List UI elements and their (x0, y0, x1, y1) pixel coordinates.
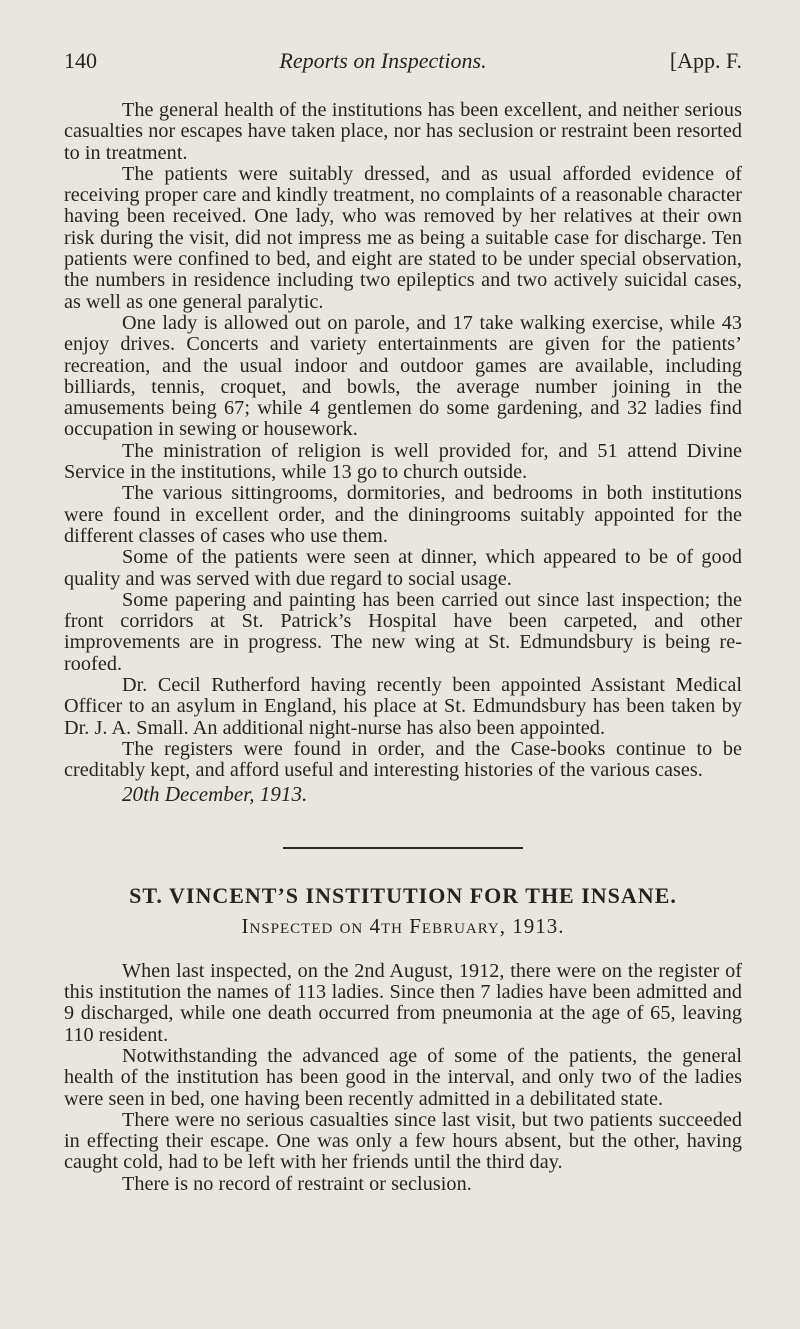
paragraph-papering: Some papering and painting has been carried out since last inspection; the front corridors at St. Patrick’s Hospital have been carpeted, and other improvements are in progress. The new wing at St. Edmundsbury is being re-roofed. (64, 588, 742, 675)
paragraph-registers: The registers were found in order, and the Case-books continue to be creditably kept, and afford useful and interesting histories of the various cases. (64, 737, 742, 782)
paragraph-parole-and-recreation: One lady is allowed out on parole, and 17 take walking exercise, while 43 enjoy drives. Concerts and variety entertainments are given for the patients’ recreation, and the usual indoor and outdoor games are available, including billiards, tennis, croquet, and bowls, the average number joining in the amusements being 67; while 4 gentlemen do some gardening, and 32 ladies find occupation in sewing or housework. (64, 311, 742, 441)
paragraph-restraint: There is no record of restraint or seclusion. (122, 1172, 472, 1195)
section-subtitle: Inspected on 4th February, 1913. (241, 913, 565, 938)
paragraph-general-health: Notwithstanding the advanced age of some of the patients, the general health of the institution has been good in the interval, and only two of the ladies were seen in bed, one having been recently admitted in a debilitated state. (64, 1044, 742, 1110)
first-section (64, 100, 742, 805)
paragraph-general-health: The general health of the institutions has been excellent, and neither serious casualties nor escapes have taken place, nor has seclusion or restraint been resorted to in treatment. (64, 99, 742, 164)
running-header (64, 48, 742, 74)
paragraph-religion: The ministration of religion is well provided for, and 51 attend Divine Service in the institutions, while 13 go to church outside. (64, 439, 742, 484)
paragraph-escapes: There were no serious casualties since last visit, but two patients succeeded in effecting their escape. One was only a few hours absent, but the other, having caught cold, had to be left with her friends until the third day. (64, 1108, 742, 1174)
paragraph-patients-dressed: The patients were suitably dressed, and as usual afforded evidence of receiving proper care and kindly treatment, no complaints of a reasonable character having been received. One lady, who was removed by her relatives at their own risk during the visit, did not impress me as being a suitable case for discharge. Ten patients were confined to bed, and eight are stated to be under special observation, the numbers in residence including two epileptics and two actively suicidal cases, as well as one general paralytic. (64, 162, 742, 313)
second-section (64, 961, 742, 1195)
paragraph-register-count: When last inspected, on the 2nd August, 1912, there were on the register of this institution the names of 113 ladies. Since then 7 ladies have been admitted and 9 discharged, while one death occurred from pneumonia at the age of 65, leaving 110 resident. (64, 959, 742, 1046)
running-title: Reports on Inspections. (279, 48, 487, 73)
paragraph-sittingrooms: The various sittingrooms, dormitories, and bedrooms in both institutions were found in excellent order, and the diningrooms suitably appointed for the different classes of cases who use them. (64, 482, 742, 547)
paragraph-dinner: Some of the patients were seen at dinner, which appeared to be of good quality and was served with due regard to social usage. (64, 546, 742, 590)
section-title: ST. VINCENT’S INSTITUTION FOR THE INSANE. (129, 882, 677, 908)
report-date: 20th December, 1913. (122, 781, 308, 806)
section-divider (283, 847, 523, 849)
appendix-label: [App. F. (669, 48, 742, 73)
paragraph-staff-changes: Dr. Cecil Rutherford having recently been appointed Assistant Medical Officer to an asylum in England, his place at St. Edmundsbury has been taken by Dr. J. A. Small. An additional night-nurse has also been appointed. (64, 674, 742, 739)
page-number: 140 (64, 48, 97, 73)
